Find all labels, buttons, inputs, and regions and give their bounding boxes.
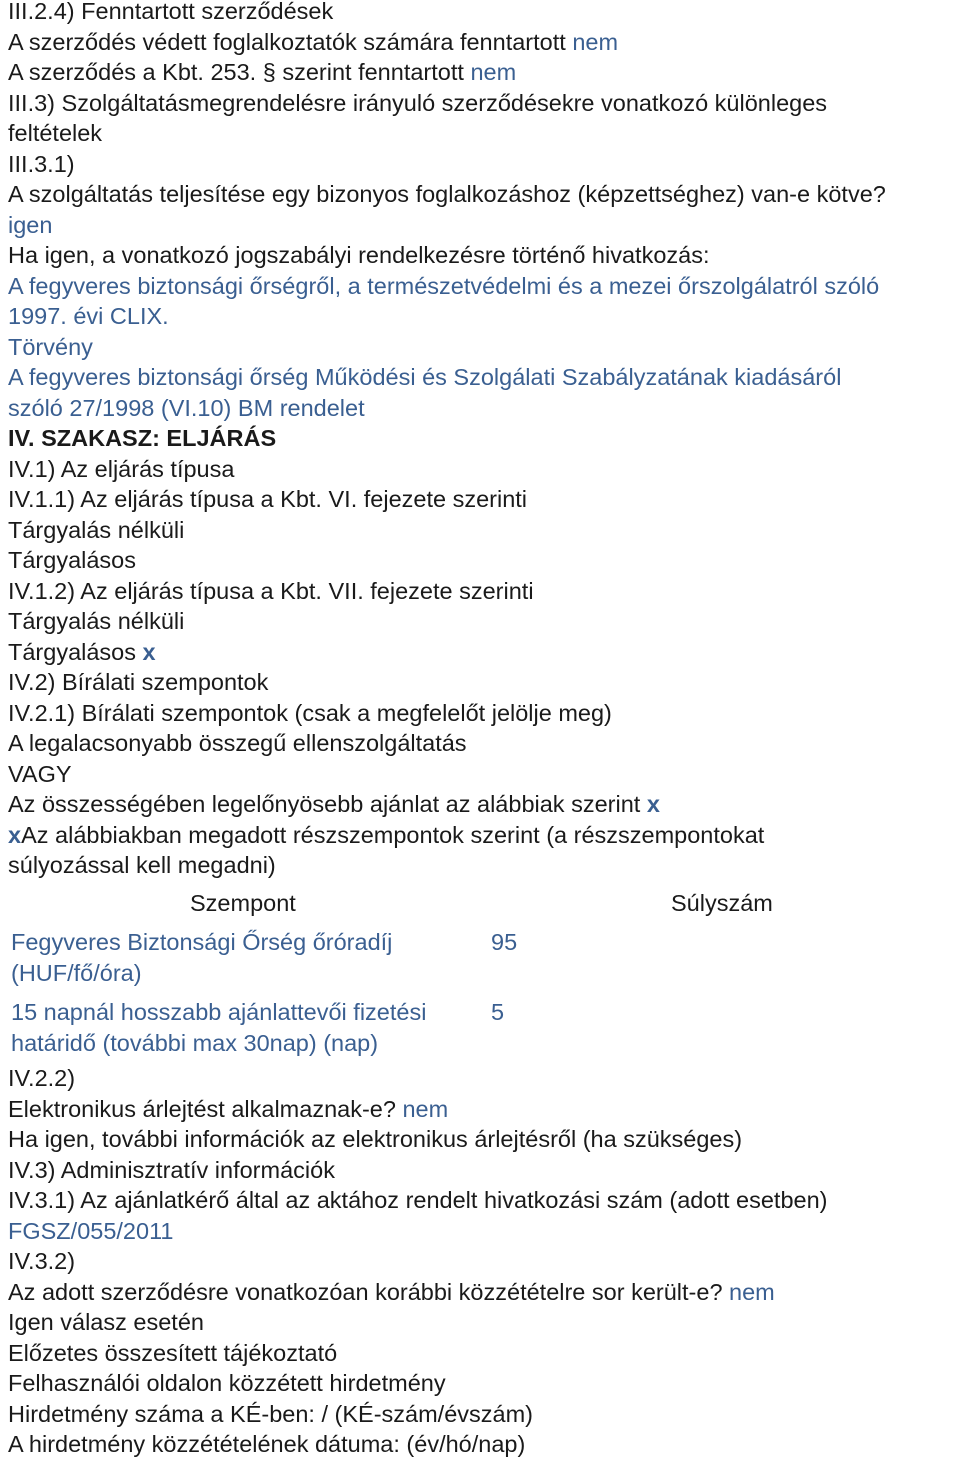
line-value: 1997. évi CLIX. (8, 303, 169, 329)
text-line (8, 1155, 827, 1186)
marker-value: x (8, 821, 22, 848)
line-value: FGSZ/055/2011 (8, 1217, 174, 1244)
line-value: nem (470, 59, 517, 85)
criteria-header-weight: Súlyszám (671, 890, 773, 916)
text-line (8, 637, 886, 668)
text-line (8, 1124, 827, 1155)
line-label: Az alábbiakban megadott részszempontok szerint (a részszempontokat (21, 821, 765, 848)
line-label: A hirdetmény közzétételének dátuma: (év/hó/nap) (8, 1431, 526, 1457)
line-label: Felhasználói oldalon közzétett hirdetmény (8, 1370, 446, 1396)
text-line (8, 332, 886, 363)
line-label: A legalacsonyabb összegű ellenszolgáltatás (8, 730, 467, 756)
line-label: IV.1) Az eljárás típusa (8, 455, 235, 482)
line-label: IV.3) Adminisztratív információk (8, 1156, 335, 1183)
line-label: Ha igen, további információk az elektronikus árlejtésről (ha szükséges) (8, 1126, 743, 1152)
line-value: igen (8, 211, 53, 238)
text-line (8, 1185, 827, 1216)
criteria-row (11, 997, 611, 1061)
criteria-name: 15 napnál hosszabb ajánlattevői fizetési határidő (további max 30nap) (nap) (11, 999, 427, 1056)
text-line (8, 1094, 827, 1125)
criteria-name: Fegyveres Biztonsági Őrség őróradíj (HUF/fő/óra) (11, 929, 393, 986)
line-label: Az összességében legelőnyösebb ajánlat az alábbiak szerint (8, 791, 647, 817)
text-line (8, 1429, 827, 1460)
text-line (8, 484, 886, 515)
line-label: Elektronikus árlejtést alkalmaznak-e? (8, 1095, 403, 1122)
line-label: Előzetes összesített tájékoztató (8, 1339, 338, 1366)
text-line (8, 1277, 827, 1308)
line-label: Ha igen, a vonatkozó jogszabályi rendelkezésre történő hivatkozás: (8, 242, 710, 268)
text-line (8, 301, 886, 332)
line-label: A szolgáltatás teljesítése egy bizonyos foglalkozáshoz (képzettséghez) van-e kötve? (8, 181, 886, 207)
text-line (8, 88, 886, 119)
line-value: nem (402, 1095, 449, 1122)
line-label: A szerződés a Kbt. 253. § szerint fenntartott (8, 59, 471, 85)
line-label: IV.1.1) Az eljárás típusa a Kbt. VI. fejezete szerinti (8, 486, 528, 512)
criteria-row (11, 927, 611, 991)
text-line (8, 1063, 827, 1094)
line-label: Hirdetmény száma a KÉ-ben: / (KÉ-szám/évszám) (8, 1400, 533, 1427)
text-line (8, 1246, 827, 1277)
text-line (8, 759, 886, 790)
line-label: Tárgyalás nélküli (8, 516, 185, 543)
line-label: Tárgyalásos (8, 547, 136, 573)
line-label: III.3.1) (8, 150, 75, 177)
line-label: IV.2.1) Bírálati szempontok (csak a megfelelőt jelölje meg) (8, 699, 612, 726)
line-label: IV.2) Bírálati szempontok (8, 669, 269, 695)
text-line (8, 0, 886, 27)
line-label: Az adott szerződésre vonatkozóan korábbi közzétételre sor került-e? (8, 1278, 730, 1305)
line-value: Törvény (8, 333, 93, 360)
line-value: x (142, 638, 156, 665)
line-label: IV.2.2) (8, 1065, 76, 1091)
text-line (8, 27, 886, 58)
line-value: A fegyveres biztonsági őrség Működési és Szolgálati Szabályzatának kiadásáról (8, 364, 842, 390)
line-label: A szerződés védett foglalkoztatók számára fenntartott (8, 28, 573, 55)
line-label: III.2.4) Fenntartott szerződések (8, 0, 334, 24)
text-line (8, 118, 886, 149)
text-line (8, 57, 886, 88)
line-label: súlyozással kell megadni) (8, 852, 276, 878)
text-line (8, 576, 886, 607)
line-value: nem (729, 1278, 775, 1305)
text-line (8, 454, 886, 485)
line-label: IV. SZAKASZ: ELJÁRÁS (8, 425, 277, 451)
text-line (8, 667, 886, 698)
line-label: Tárgyalás nélküli (8, 608, 185, 634)
document-body-top (8, 0, 886, 881)
line-label: VAGY (8, 760, 72, 787)
criteria-weight: 95 (491, 929, 518, 955)
text-line (8, 149, 886, 180)
line-label: IV.3.1) Az ajánlatkérő által az aktához rendelt hivatkozási szám (adott esetben) (8, 1187, 828, 1213)
text-line (8, 698, 886, 729)
text-line (8, 423, 886, 454)
criteria-header-criterion: Szempont (190, 890, 296, 916)
text-line (8, 1338, 827, 1369)
text-line (8, 728, 886, 759)
line-label: IV.1.2) Az eljárás típusa a Kbt. VII. fejezete szerinti (8, 577, 534, 604)
text-line (8, 1399, 827, 1430)
criteria-weight: 5 (491, 999, 505, 1025)
text-line (8, 1368, 827, 1399)
line-value: nem (572, 28, 619, 55)
text-line (8, 1307, 827, 1338)
text-line (8, 362, 886, 393)
line-value: A fegyveres biztonsági őrségről, a természetvédelmi és a mezei őrszolgálatról szóló (8, 272, 880, 299)
text-line (8, 820, 886, 851)
line-label: Tárgyalásos (8, 638, 143, 665)
document-body-bottom (8, 1063, 827, 1460)
line-value: szóló 27/1998 (VI.10) BM rendelet (8, 394, 365, 421)
line-label: IV.3.2) (8, 1248, 76, 1274)
text-line (8, 179, 886, 210)
text-line (8, 1216, 827, 1247)
text-line (8, 789, 886, 820)
text-line (8, 545, 886, 576)
criteria-table-header (8, 887, 908, 919)
line-value: x (646, 791, 660, 817)
line-label: III.3) Szolgáltatásmegrendelésre irányuló szerződésekre vonatkozó különleges (8, 89, 828, 116)
line-label: feltételek (8, 120, 103, 146)
text-line (8, 240, 886, 271)
text-line (8, 850, 886, 881)
text-line (8, 271, 886, 302)
text-line (8, 393, 886, 424)
text-line (8, 606, 886, 637)
text-line (8, 210, 886, 241)
line-label: Igen válasz esetén (8, 1309, 204, 1335)
text-line (8, 515, 886, 546)
